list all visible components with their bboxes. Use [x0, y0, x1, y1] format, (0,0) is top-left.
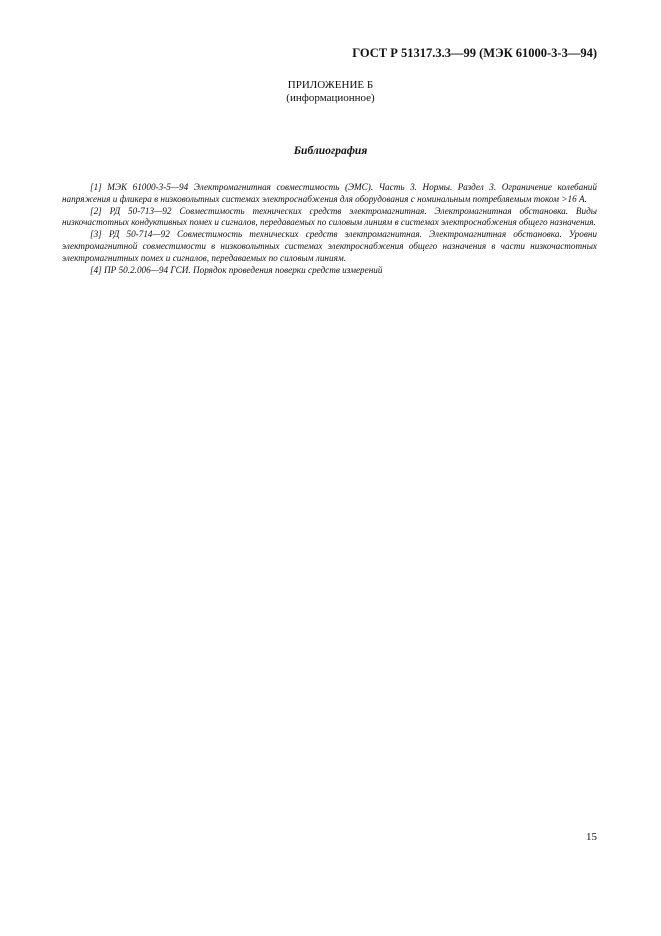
bibliography-entry: [2] РД 50-713—92 Совместимость технических средств электромагнитная. Электромагнитная обстановка. Виды низкочастотных кондуктивных помех и сигналов, передаваемых по силовым линиям в системах электроснабжения общего назначения. — [62, 205, 597, 228]
bibliography-entry: [3] РД 50-714—92 Совместимость технических средств электромагнитная. Электромагнитная обстановка. Уровни электромагнитной совместимости в низковольтных системах электроснабжения общего назначения в части низкочастотных электромагнитных помех и сигналов, передаваемых по силовым линиям. — [62, 229, 597, 263]
appendix-heading — [0, 79, 661, 105]
document-code-header: ГОСТ Р 51317.3.3—99 (МЭК 61000-3-3—94) — [352, 46, 597, 60]
appendix-label: ПРИЛОЖЕНИЕ Б — [287, 79, 374, 91]
appendix-type: (информационное) — [286, 92, 375, 104]
bibliography-entry: [4] ПР 50.2.006—94 ГСИ. Порядок проведения поверки средств измерений — [90, 264, 383, 275]
section-title: Библиография — [293, 145, 368, 157]
bibliography-list — [62, 182, 597, 276]
bibliography-entry: [1] МЭК 61000-3-5—94 Электромагнитная совместимость (ЭМС). Часть 3. Нормы. Раздел 3. Ограничение колебаний напряжения и фликера в низковольтных системах электроснабжения для оборудования с номинальным потребляемым током >16 А. — [62, 182, 597, 204]
page-number: 15 — [586, 831, 597, 843]
